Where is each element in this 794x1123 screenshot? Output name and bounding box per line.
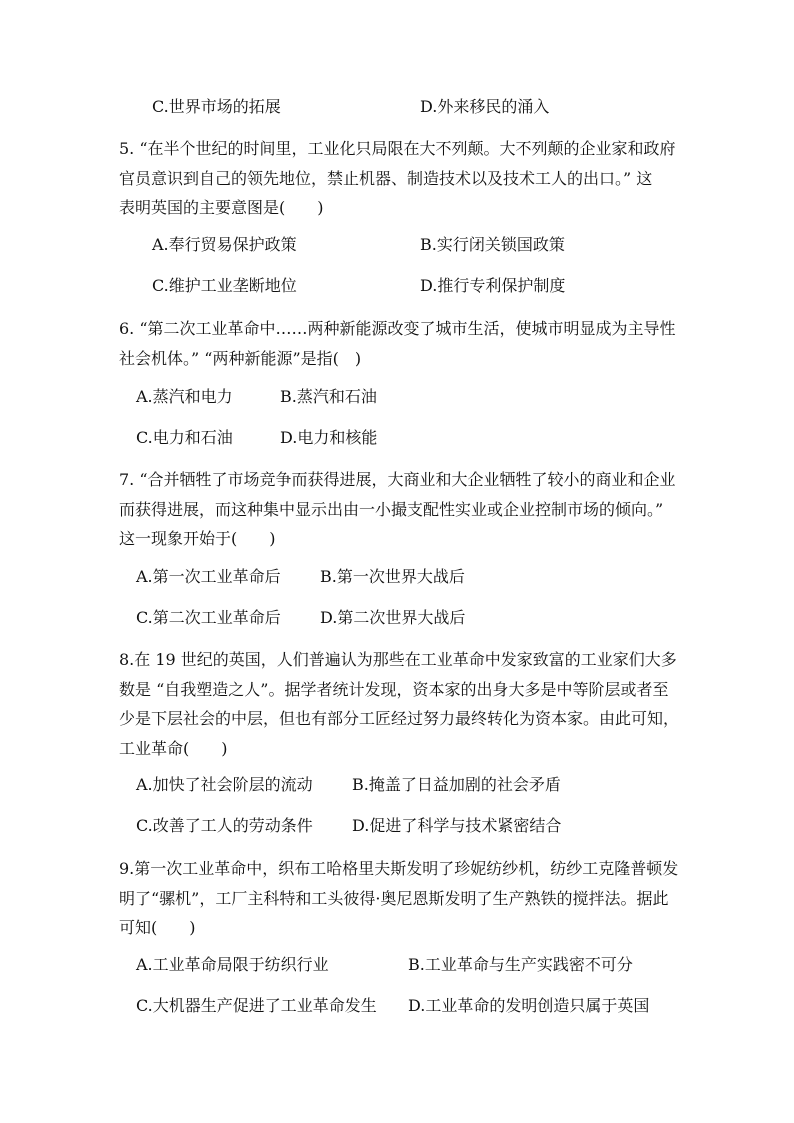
q6-stem-line: 6. “第二次工业革命中……两种新能源改变了城市生活，使城市明显成为主导性 — [119, 319, 676, 338]
q4-option-d: D.外来移民的涌入 — [420, 97, 550, 116]
q9-stem-line: 明了“骡机”，工厂主科特和工头彼得·奥尼恩斯发明了生产熟铁的搅拌法。据此 — [119, 888, 669, 908]
q9-stem-line: 9.第一次工业革命中，织布工哈格里夫斯发明了珍妮纺纱机，纺纱工克隆普顿发 — [119, 859, 679, 878]
q9-stem-line: 可知( ) — [119, 918, 196, 937]
q7-stem-line: 而获得进展，而这种集中显示出由一小撮支配性实业或企业控制市场的倾向。” — [119, 499, 664, 519]
q7-option-b: B.第一次世界大战后 — [320, 567, 465, 586]
q8-stem-line: 8.在 19 世纪的英国，人们普遍认为那些在工业革命中发家致富的工业家们大多 — [119, 650, 677, 669]
q5-stem-line: 5. “在半个世纪的时间里，工业化只局限在大不列颠。大不列颠的企业家和政府 — [119, 139, 676, 158]
q8-stem-line: 工业革命( ) — [119, 738, 228, 758]
q5-stem — [119, 134, 679, 223]
q7-option-a: A.第一次工业革命后 — [136, 567, 281, 586]
q7-stem — [119, 465, 679, 554]
q5-stem-line: 表明英国的主要意图是( ) — [119, 198, 324, 217]
q6-option-a: A.蒸汽和电力 — [136, 387, 233, 406]
q9-option-c: C.大机器生产促进了工业革命发生 — [136, 996, 377, 1015]
q5-option-c: C.维护工业垄断地位 — [152, 276, 297, 295]
q8-option-a: A.加快了社会阶层的流动 — [136, 775, 313, 794]
q4-option-c: C.世界市场的拓展 — [152, 97, 281, 116]
q8-option-d: D.促进了科学与技术紧密结合 — [352, 816, 562, 835]
q5-option-d: D.推行专利保护制度 — [420, 276, 566, 295]
q9-option-a: A.工业革命局限于纺织行业 — [136, 955, 329, 974]
q6-option-b: B.蒸汽和石油 — [280, 387, 377, 406]
q5-option-b: B.实行闭关锁国政策 — [420, 235, 565, 254]
q6-option-d: D.电力和核能 — [280, 428, 378, 447]
q8-stem-line: 少是下层社会的中层，但也有部分工匠经过努力最终转化为资本家。由此可知， — [119, 709, 680, 728]
q7-option-c: C.第二次工业革命后 — [136, 608, 281, 627]
q6-option-c: C.电力和石油 — [136, 428, 233, 447]
q7-stem-line: 这一现象开始于( ) — [119, 529, 276, 548]
q5-stem-line: 官员意识到自己的领先地位，禁止机器、制造技术以及技术工人的出口。” 这 — [119, 168, 653, 188]
q5-option-a: A.奉行贸易保护政策 — [152, 235, 297, 254]
q7-option-d: D.第二次世界大战后 — [320, 608, 466, 627]
q7-stem-line: 7. “合并牺牲了市场竞争而获得进展，大商业和大企业牺牲了较小的商业和企业 — [119, 470, 676, 489]
q9-option-d: D.工业革命的发明创造只属于英国 — [408, 996, 650, 1015]
q8-stem — [119, 645, 679, 763]
q6-stem-line: 社会机体。” “两种新能源”是指( ) — [119, 348, 362, 368]
q9-stem — [119, 854, 679, 943]
q8-stem-line: 数是 “自我塑造之人”。据学者统计发现，资本家的出身大多是中等阶层或者至 — [119, 679, 669, 699]
q9-option-b: B.工业革命与生产实践密不可分 — [408, 955, 633, 974]
q6-stem — [119, 314, 679, 373]
q8-option-c: C.改善了工人的劳动条件 — [136, 816, 313, 835]
q8-option-b: B.掩盖了日益加剧的社会矛盾 — [352, 775, 561, 794]
